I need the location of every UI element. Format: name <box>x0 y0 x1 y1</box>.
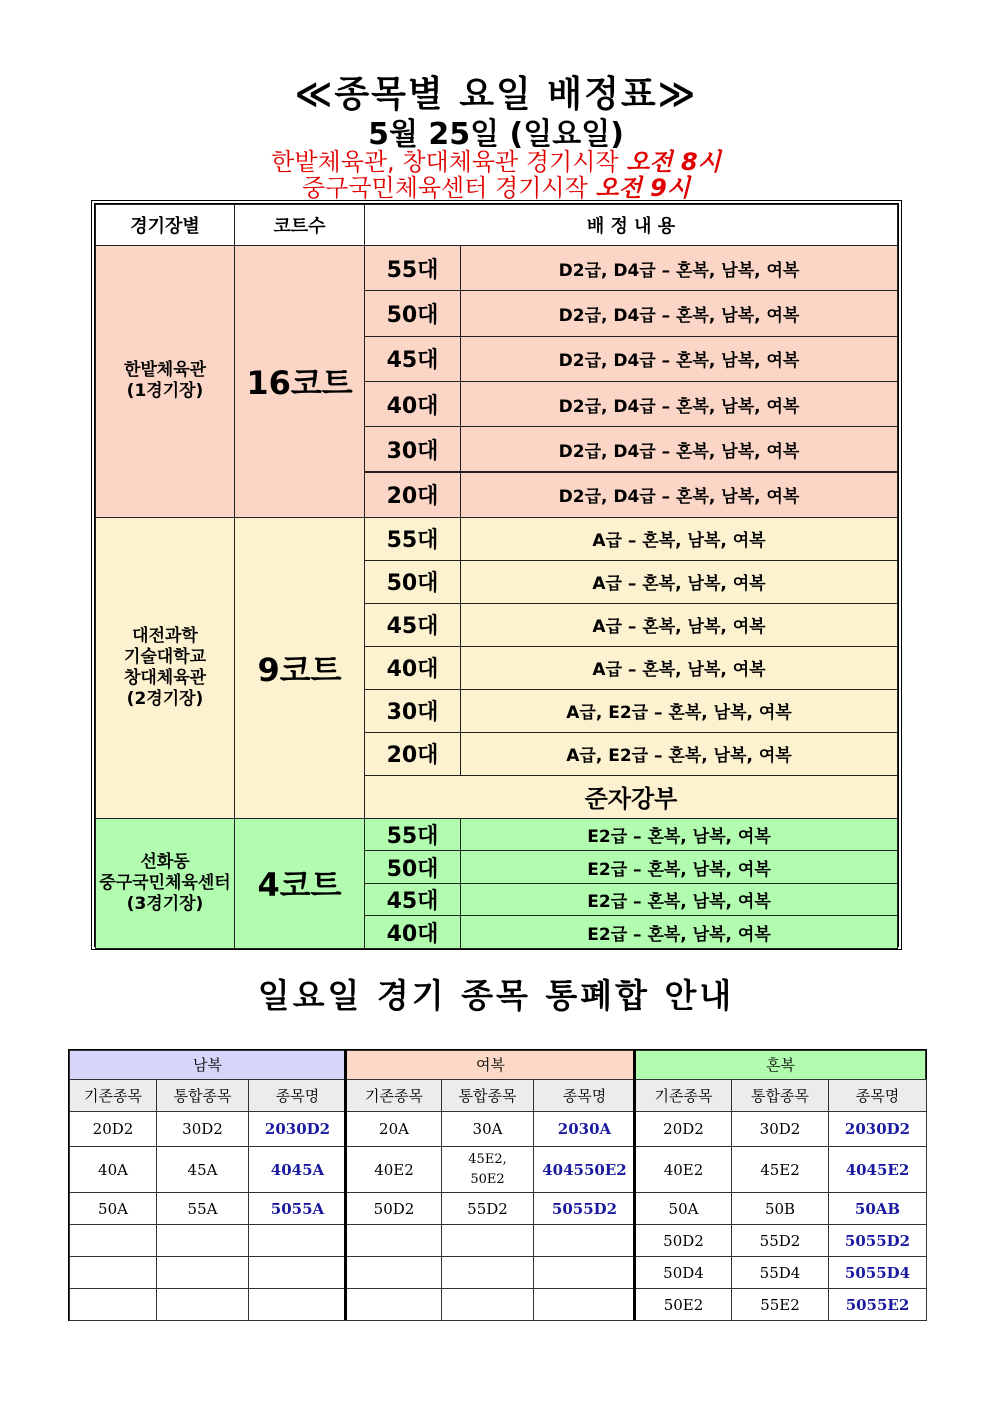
column-header: 통합종목 <box>731 1079 829 1112</box>
event-name: 404550E2 <box>533 1146 636 1193</box>
event-code: 55A <box>156 1192 249 1225</box>
venue-name-line: 기술대학교 <box>123 646 207 667</box>
notice-time: 오전 9시 <box>595 174 691 202</box>
group-divider <box>633 1050 636 1320</box>
event-code <box>346 1256 442 1289</box>
age-group: 40대 <box>364 915 461 949</box>
age-group: 40대 <box>364 646 461 690</box>
event-code: 50A <box>635 1192 732 1225</box>
assignment-content: A급 – 혼복, 남복, 여복 <box>460 560 898 604</box>
header-venue: 경기장별 <box>95 204 235 246</box>
group-header: 여복 <box>346 1050 635 1080</box>
assignment-content: A급 – 혼복, 남복, 여복 <box>460 517 898 561</box>
event-name: 2030D2 <box>828 1111 927 1147</box>
venue-name-line: 선화동 <box>140 851 190 872</box>
event-code: 50A <box>69 1192 157 1225</box>
assignment-content: D2급, D4급 – 혼복, 남복, 여복 <box>460 290 898 336</box>
age-group: 50대 <box>364 850 461 884</box>
event-code <box>156 1256 249 1289</box>
event-name: 5055A <box>248 1192 347 1225</box>
event-name <box>248 1224 347 1257</box>
event-code: 45E2 <box>731 1146 829 1193</box>
venue-cell <box>95 818 235 949</box>
venue-name-line: 중구국민체육센터 <box>99 872 231 893</box>
event-code: 50B <box>731 1192 829 1225</box>
age-group: 45대 <box>364 336 461 382</box>
event-code-part: 45E2, <box>468 1151 507 1167</box>
event-code <box>441 1256 534 1289</box>
assignment-content: D2급, D4급 – 혼복, 남복, 여복 <box>460 426 898 472</box>
venue-name-line: (3경기장) <box>126 893 204 914</box>
event-code <box>441 1146 534 1193</box>
event-name: 4045A <box>248 1146 347 1193</box>
column-header: 통합종목 <box>441 1079 534 1112</box>
column-header: 통합종목 <box>156 1079 249 1112</box>
age-group: 45대 <box>364 883 461 917</box>
event-code: 30D2 <box>156 1111 249 1147</box>
event-code <box>156 1288 249 1321</box>
assignment-content: D2급, D4급 – 혼복, 남복, 여복 <box>460 381 898 427</box>
age-group: 50대 <box>364 560 461 604</box>
assignment-content: E2급 – 혼복, 남복, 여복 <box>460 883 898 917</box>
division-label: 준자강부 <box>364 775 898 819</box>
page-title: ≪종목별 요일 배정표≫ <box>294 74 698 115</box>
venue-cell <box>95 517 235 819</box>
event-code: 50D4 <box>635 1256 732 1289</box>
venue-name-line: 한밭체육관 <box>123 360 207 381</box>
merge-heading: 일요일 경기 종목 통폐합 안내 <box>257 976 735 1015</box>
event-name: 4045E2 <box>828 1146 927 1193</box>
event-name: 5055D4 <box>828 1256 927 1289</box>
event-code <box>69 1288 157 1321</box>
event-code-part: 50E2 <box>470 1171 505 1187</box>
column-header: 기존종목 <box>346 1079 442 1112</box>
age-group: 55대 <box>364 517 461 561</box>
event-code <box>69 1224 157 1257</box>
assignment-content: D2급, D4급 – 혼복, 남복, 여복 <box>460 245 898 291</box>
venue-name-line: 창대체육관 <box>123 667 207 688</box>
event-code: 50D2 <box>635 1224 732 1257</box>
court-count: 16코트 <box>234 245 365 518</box>
event-code: 40A <box>69 1146 157 1193</box>
merge-table <box>68 1049 927 1321</box>
event-code: 55D4 <box>731 1256 829 1289</box>
event-name <box>533 1224 636 1257</box>
age-group: 40대 <box>364 381 461 427</box>
event-code: 20A <box>346 1111 442 1147</box>
age-group: 20대 <box>364 732 461 776</box>
event-code: 20D2 <box>69 1111 157 1147</box>
event-code: 40E2 <box>635 1146 732 1193</box>
venue-name-line: 대전과학 <box>132 625 198 646</box>
age-group: 55대 <box>364 818 461 852</box>
event-name: 2030A <box>533 1111 636 1147</box>
column-header: 기존종목 <box>69 1079 157 1112</box>
column-header: 기존종목 <box>635 1079 732 1112</box>
notice-text: 한밭체육관, 창대체육관 경기시작 <box>271 148 627 176</box>
age-group: 30대 <box>364 426 461 472</box>
assignment-content: D2급, D4급 – 혼복, 남복, 여복 <box>460 472 898 518</box>
event-name <box>533 1288 636 1321</box>
event-code: 30A <box>441 1111 534 1147</box>
assignment-content: E2급 – 혼복, 남복, 여복 <box>460 915 898 949</box>
age-group: 55대 <box>364 245 461 291</box>
event-name <box>533 1256 636 1289</box>
assignment-content: D2급, D4급 – 혼복, 남복, 여복 <box>460 336 898 382</box>
group-header: 남복 <box>69 1050 346 1080</box>
venue-cell <box>95 245 235 518</box>
age-group: 20대 <box>364 472 461 518</box>
event-name: 50AB <box>828 1192 927 1225</box>
group-divider <box>344 1050 347 1320</box>
date-heading: 5월 25일 (일요일) <box>368 117 624 152</box>
event-code <box>156 1224 249 1257</box>
event-name <box>248 1288 347 1321</box>
assignment-content: A급 – 혼복, 남복, 여복 <box>460 646 898 690</box>
venue-name-line: (2경기장) <box>126 688 204 709</box>
assignment-content: A급, E2급 – 혼복, 남복, 여복 <box>460 732 898 776</box>
age-group: 50대 <box>364 290 461 336</box>
event-code <box>346 1288 442 1321</box>
event-code: 20D2 <box>635 1111 732 1147</box>
schedule-table <box>91 200 902 950</box>
assignment-content: E2급 – 혼복, 남복, 여복 <box>460 818 898 852</box>
event-code: 55D2 <box>731 1224 829 1257</box>
assignment-content: A급 – 혼복, 남복, 여복 <box>460 603 898 647</box>
event-code: 50E2 <box>635 1288 732 1321</box>
event-code: 55E2 <box>731 1288 829 1321</box>
event-code <box>441 1224 534 1257</box>
column-header: 종목명 <box>248 1079 347 1112</box>
column-header: 종목명 <box>828 1079 927 1112</box>
court-count: 9코트 <box>234 517 365 819</box>
event-code: 30D2 <box>731 1111 829 1147</box>
event-code: 50D2 <box>346 1192 442 1225</box>
notice-text: 중구국민체육센터 경기시작 <box>301 174 596 202</box>
venue-name-line: (1경기장) <box>126 381 204 402</box>
header-courts: 코트수 <box>234 204 365 246</box>
event-code <box>69 1256 157 1289</box>
assignment-content: E2급 – 혼복, 남복, 여복 <box>460 850 898 884</box>
event-code <box>346 1224 442 1257</box>
event-name: 5055D2 <box>533 1192 636 1225</box>
event-code: 45A <box>156 1146 249 1193</box>
notice-time: 오전 8시 <box>626 148 721 176</box>
age-group: 30대 <box>364 689 461 733</box>
header-content: 배 정 내 용 <box>364 204 898 246</box>
group-header: 혼복 <box>635 1050 926 1080</box>
court-count: 4코트 <box>234 818 365 949</box>
event-name: 5055D2 <box>828 1224 927 1257</box>
event-name <box>248 1256 347 1289</box>
start-notice-2 <box>0 168 992 203</box>
column-header: 종목명 <box>533 1079 636 1112</box>
event-code: 40E2 <box>346 1146 442 1193</box>
event-code: 55D2 <box>441 1192 534 1225</box>
event-name: 5055E2 <box>828 1288 927 1321</box>
age-group: 45대 <box>364 603 461 647</box>
event-name: 2030D2 <box>248 1111 347 1147</box>
assignment-content: A급, E2급 – 혼복, 남복, 여복 <box>460 689 898 733</box>
event-code <box>441 1288 534 1321</box>
